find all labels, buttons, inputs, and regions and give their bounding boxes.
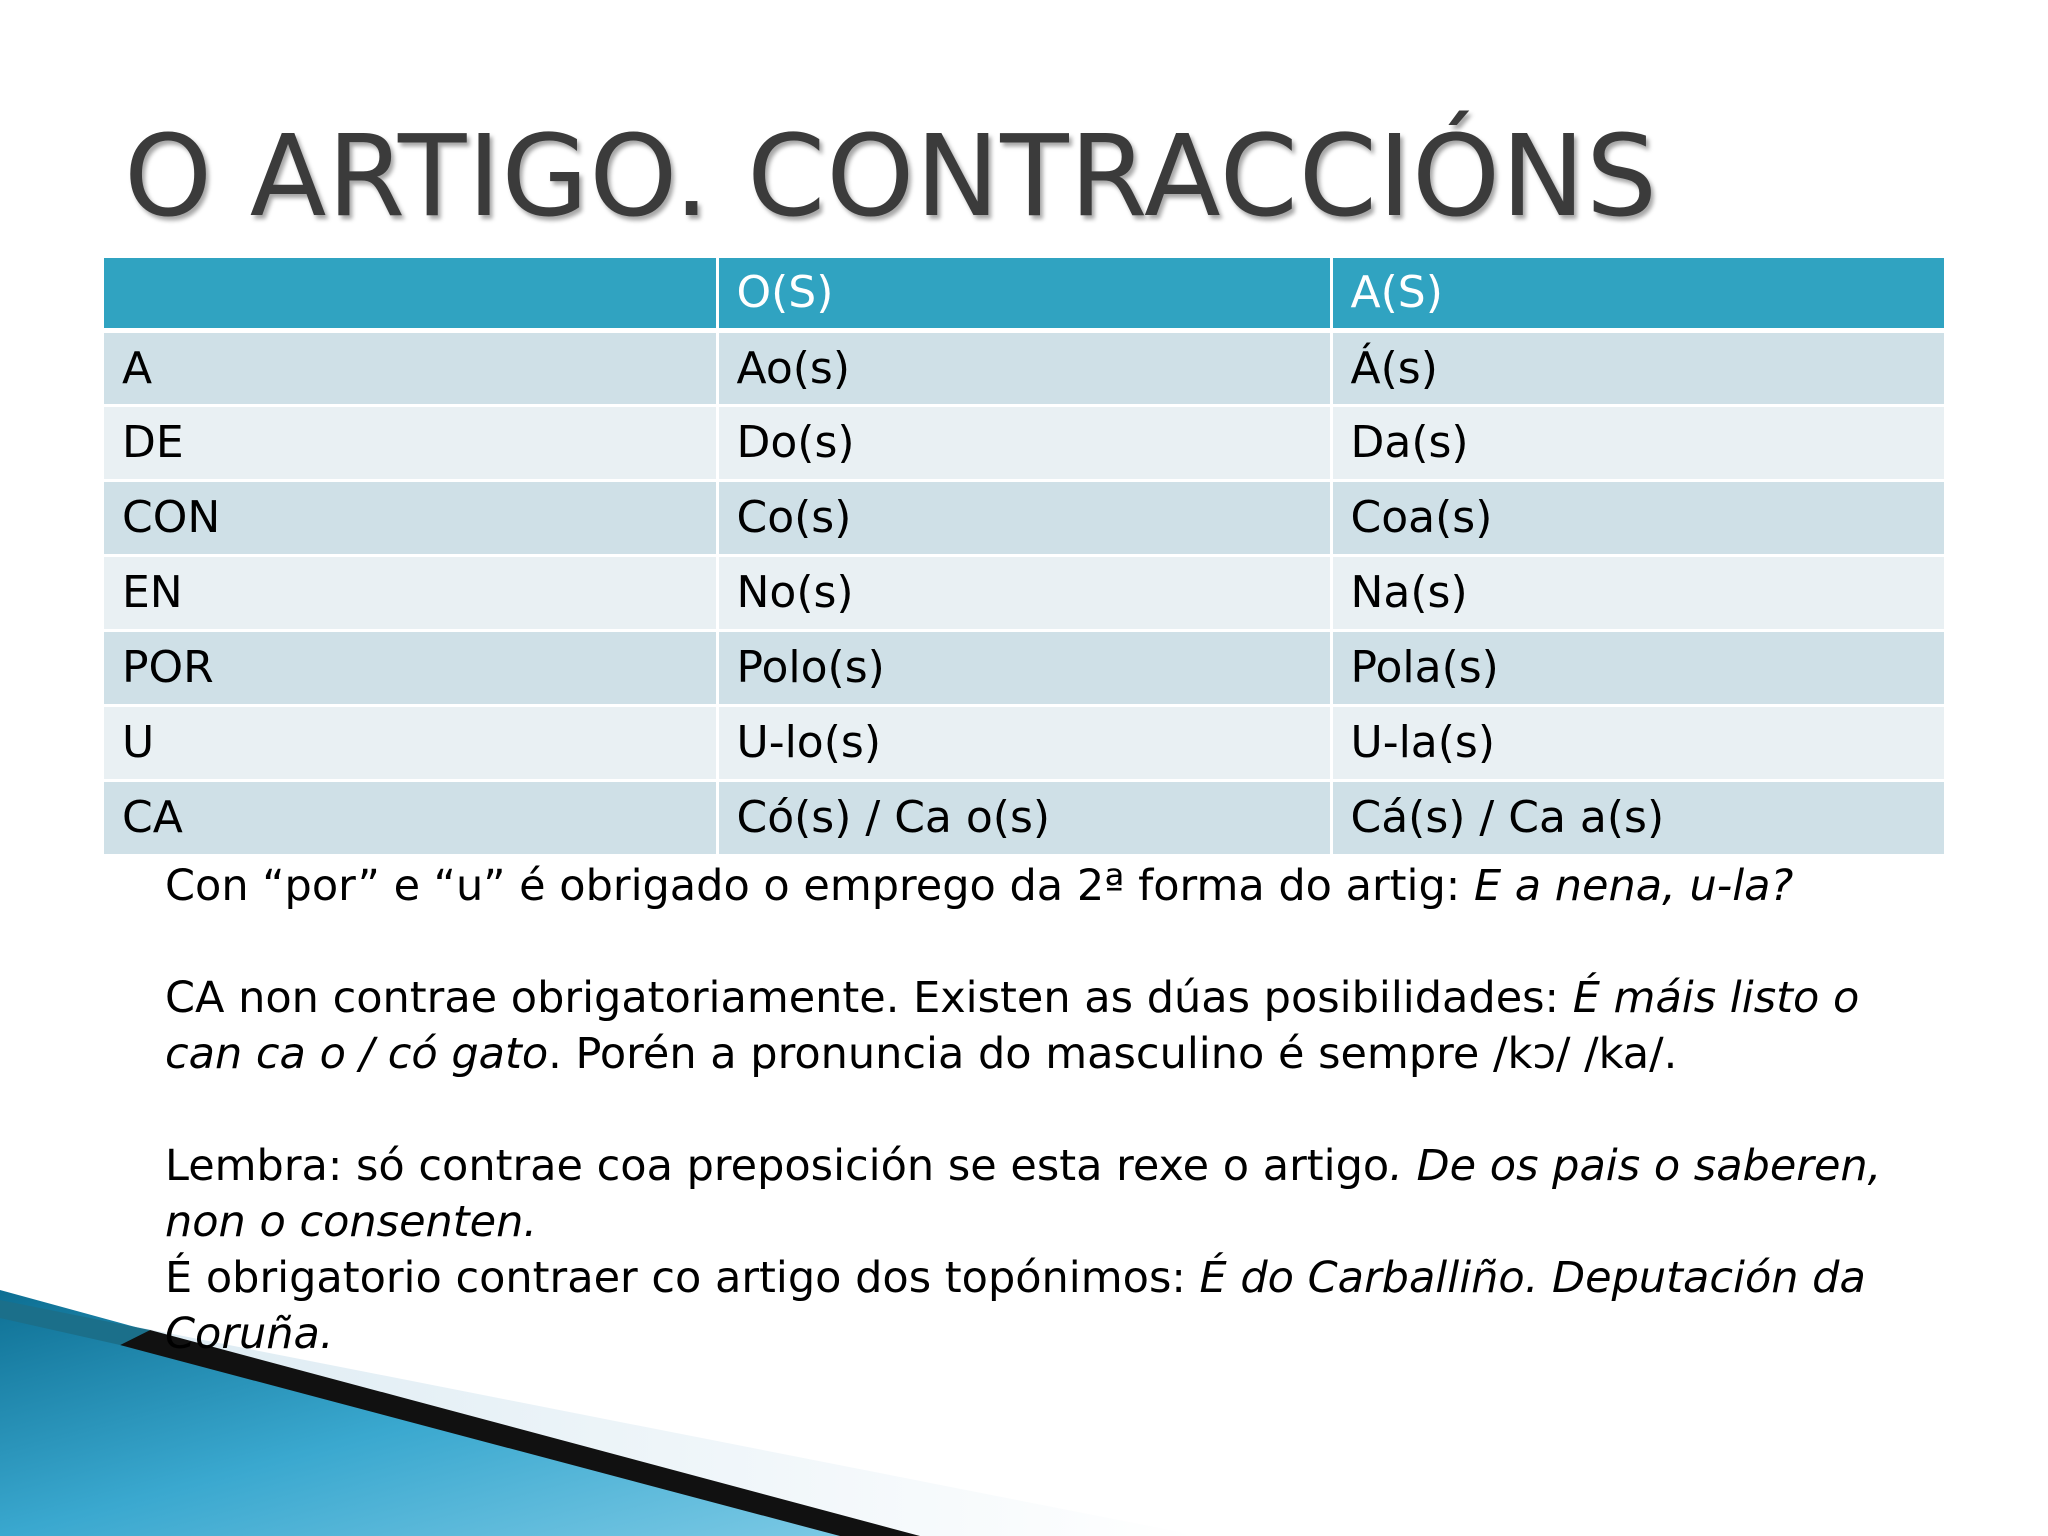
- feminine-cell: Coa(s): [1331, 480, 1944, 555]
- header-cell-as: A(S): [1331, 258, 1944, 330]
- header-cell-empty: [104, 258, 717, 330]
- masculine-cell: No(s): [717, 555, 1331, 630]
- masculine-cell: Do(s): [717, 405, 1331, 480]
- note-toponimos: [165, 1250, 1925, 1362]
- note-example: É máis listo o can ca o / có gato: [165, 973, 1860, 1079]
- feminine-cell: Cá(s) / Ca a(s): [1331, 780, 1944, 855]
- masculine-cell: U-lo(s): [717, 705, 1331, 780]
- note-por-u: [165, 858, 1925, 914]
- preposition-cell: POR: [104, 630, 717, 705]
- table-row: [104, 705, 1944, 780]
- table-header-row: [104, 258, 1944, 330]
- feminine-cell: Da(s): [1331, 405, 1944, 480]
- note-example: . De os pais o saberen, non o consenten.: [165, 1141, 1882, 1247]
- note-ca: [165, 970, 1925, 1082]
- feminine-cell: Pola(s): [1331, 630, 1944, 705]
- masculine-cell: Polo(s): [717, 630, 1331, 705]
- note-text: É obrigatorio contraer co artigo dos topónimos:: [165, 1253, 1200, 1303]
- note-text: CA non contrae obrigatoriamente. Existen as dúas posibilidades:: [165, 973, 1573, 1023]
- preposition-cell: U: [104, 705, 717, 780]
- feminine-cell: Na(s): [1331, 555, 1944, 630]
- note-text: . Porén a pronuncia do masculino é sempre /kɔ/ /ka/.: [548, 1029, 1678, 1079]
- preposition-cell: A: [104, 330, 717, 405]
- notes-block: [165, 858, 1925, 1362]
- contractions-table: [104, 258, 1944, 857]
- note-lembra: [165, 1138, 1925, 1250]
- header-cell-os: O(S): [717, 258, 1331, 330]
- preposition-cell: CON: [104, 480, 717, 555]
- table-row: [104, 405, 1944, 480]
- preposition-cell: DE: [104, 405, 717, 480]
- note-example: E a nena, u-la?: [1473, 861, 1794, 911]
- table-row: [104, 780, 1944, 855]
- note-example: É do Carballiño. Deputación da Coruña.: [165, 1253, 1866, 1359]
- table-row: [104, 555, 1944, 630]
- note-text: Lembra: só contrae coa preposición se esta rexe o artigo: [165, 1141, 1390, 1191]
- masculine-cell: Co(s): [717, 480, 1331, 555]
- masculine-cell: Ao(s): [717, 330, 1331, 405]
- table-row: [104, 330, 1944, 405]
- slide-title: O ARTIGO. CONTRACCIÓNS: [124, 112, 1659, 242]
- feminine-cell: Á(s): [1331, 330, 1944, 405]
- masculine-cell: Có(s) / Ca o(s): [717, 780, 1331, 855]
- note-text: Con “por” e “u” é obrigado o emprego da 2ª forma do artig:: [165, 861, 1474, 911]
- preposition-cell: CA: [104, 780, 717, 855]
- table-row: [104, 480, 1944, 555]
- preposition-cell: EN: [104, 555, 717, 630]
- table-row: [104, 630, 1944, 705]
- feminine-cell: U-la(s): [1331, 705, 1944, 780]
